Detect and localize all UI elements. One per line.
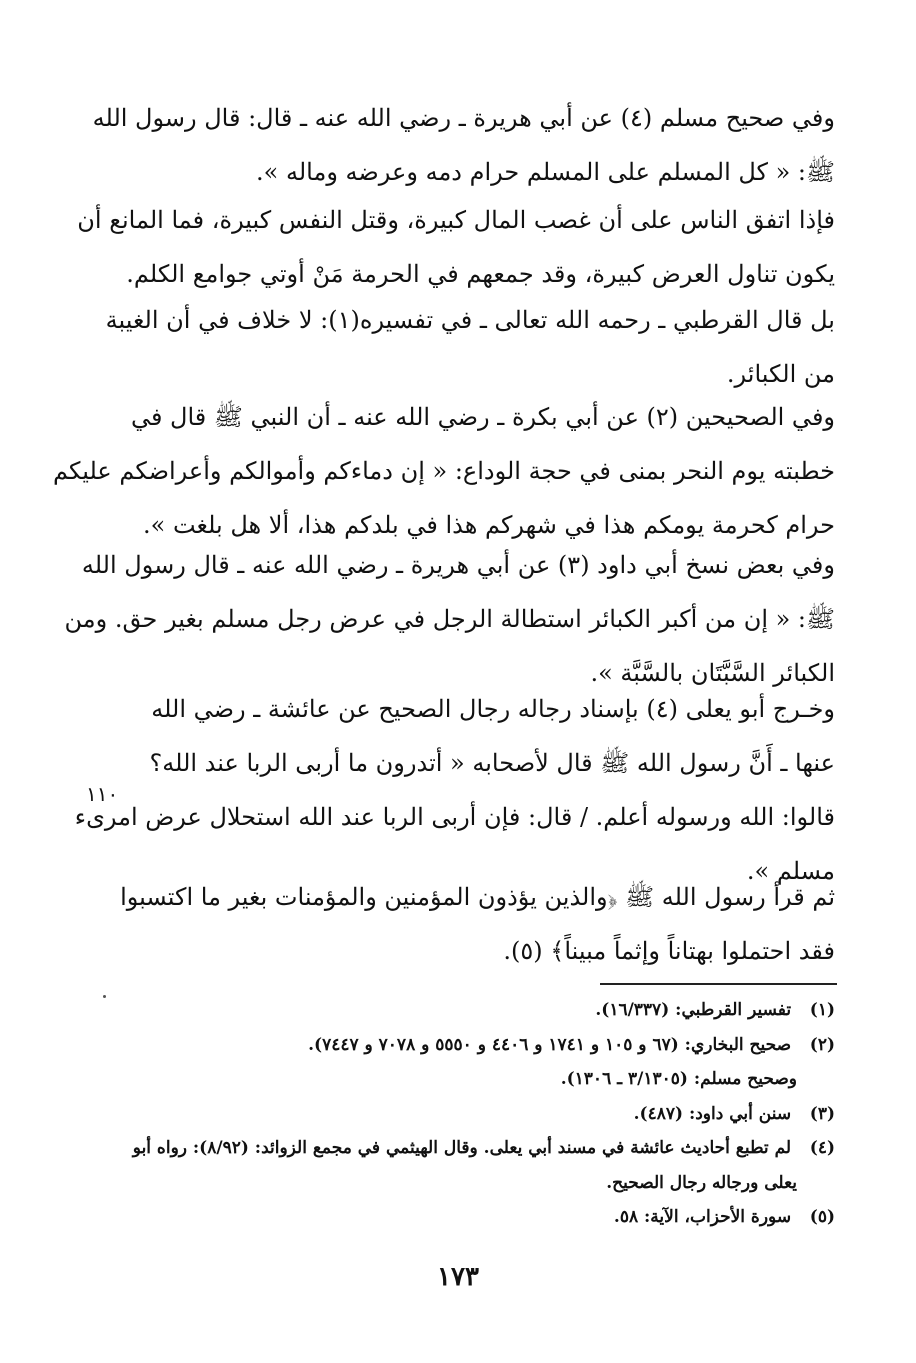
text-line: وخـرج أبو يعلى (٤) بإسناد رجاله رجال الصحيح عن عائشة ـ رضي الله: [151, 695, 835, 723]
footnote-number: (٥): [809, 1207, 835, 1227]
footnote: [130, 1131, 835, 1166]
footnote-number: (٤): [809, 1138, 835, 1158]
paragraph-3: [105, 293, 835, 401]
text-line: ثم قرأ رسول الله ﷺ ﴿والذين يؤذون المؤمنين والمؤمنات بغير ما اكتسبوا: [120, 883, 835, 911]
page-number: ١٧٣: [437, 1262, 479, 1292]
text-line: فقد احتملوا بهتاناً وإثماً مبيناً﴾ (٥).: [503, 937, 835, 965]
footnote-text: سنن أبي داود: (٤٨٧).: [633, 1103, 792, 1124]
footnote-separator: [600, 983, 837, 985]
text-line: وفي بعض نسخ أبي داود (٣) عن أبي هريرة ـ رضي الله عنه ـ قال رسول الله: [81, 551, 835, 579]
text-line: الكبائر السَّبَّتَان بالسَّبَّة ».: [590, 659, 835, 687]
footnote-number: (٣): [809, 1103, 835, 1124]
paragraph-1: [92, 91, 835, 199]
text-line: عنها ـ أَنَّ رسول الله ﷺ قال لأصحابه « أتدرون ما أربى الربا عند الله؟: [149, 749, 835, 777]
footnote: [130, 993, 835, 1028]
footnote-number: (٢): [809, 1034, 835, 1055]
main-text: [120, 870, 835, 978]
text-line: ﷺ: « إن من أكبر الكبائر استطالة الرجل في عرض رجل مسلم بغير حق. ومن: [64, 605, 835, 633]
scan-speck: [103, 995, 106, 998]
footnote-text: لم تطبع أحاديث عائشة في مسند أبي يعلى. وقال الهيثمي في مجمع الزوائد: (٨/٩٢): رواه أبو: [132, 1138, 792, 1158]
paragraph-5: [64, 538, 835, 700]
text-line: قالوا: الله ورسوله أعلم. / قال: فإن أربى الربا عند الله استحلال عرض امرىء: [74, 803, 835, 831]
paragraph-4: [53, 390, 835, 552]
main-text: [77, 193, 835, 301]
main-text: [53, 390, 835, 552]
text-line: يكون تناول العرض كبيرة، وقد جمعهم في الحرمة مَنْ أوتي جوامع الكلم.: [126, 260, 835, 288]
footnote-text: سورة الأحزاب، الآية: ٥٨.: [613, 1207, 792, 1227]
main-text: [92, 91, 835, 199]
footnote-text: وصحيح مسلم: (٣/١٣٠٥ ـ ١٣٠٦).: [560, 1069, 797, 1089]
paragraph-2: [77, 193, 835, 301]
text-line: وفي الصحيحين (٢) عن أبي بكرة ـ رضي الله عنه ـ أن النبي ﷺ قال في: [130, 403, 835, 431]
footnote: [130, 1028, 835, 1063]
footnote-number: (١): [809, 1000, 835, 1020]
main-text: [105, 293, 835, 401]
text-line: مسلم ».: [746, 857, 835, 885]
footnote-continuation: [130, 1062, 835, 1097]
main-text: [64, 538, 835, 700]
footnote-continuation: [130, 1166, 835, 1201]
footnote: [130, 1097, 835, 1132]
text-line: فإذا اتفق الناس على أن غصب المال كبيرة، وقتل النفس كبيرة، فما المانع أن: [77, 206, 835, 234]
footnote: [130, 1200, 835, 1235]
text-line: حرام كحرمة يومكم هذا في شهركم هذا في بلدكم هذا، ألا هل بلغت ».: [143, 511, 835, 539]
margin-page-reference: ١١٠: [86, 782, 119, 806]
footnote-text: يعلى ورجاله رجال الصحيح.: [606, 1172, 797, 1193]
footnote-text: صحيح البخاري: (٦٧ و ١٠٥ و ١٧٤١ و ٤٤٠٦ و ٥٥٥٠ و ٧٠٧٨ و ٧٤٤٧).: [308, 1034, 792, 1055]
text-line: خطبته يوم النحر بمنى في حجة الوداع: « إن دماءكم وأموالكم وأعراضكم عليكم: [53, 457, 835, 485]
footnotes: [130, 993, 835, 1235]
text-line: ﷺ: « كل المسلم على المسلم حرام دمه وعرضه وماله ».: [256, 158, 835, 186]
paragraph-7: [120, 870, 835, 978]
text-line: بل قال القرطبي ـ رحمه الله تعالى ـ في تفسيره(١): لا خلاف في أن الغيبة: [105, 306, 835, 334]
text-line: من الكبائر.: [726, 360, 835, 388]
text-line: وفي صحيح مسلم (٤) عن أبي هريرة ـ رضي الله عنه ـ قال: قال رسول الله: [92, 104, 835, 132]
footnote-text: تفسير القرطبي: (١٦/٣٣٧).: [595, 1000, 792, 1020]
